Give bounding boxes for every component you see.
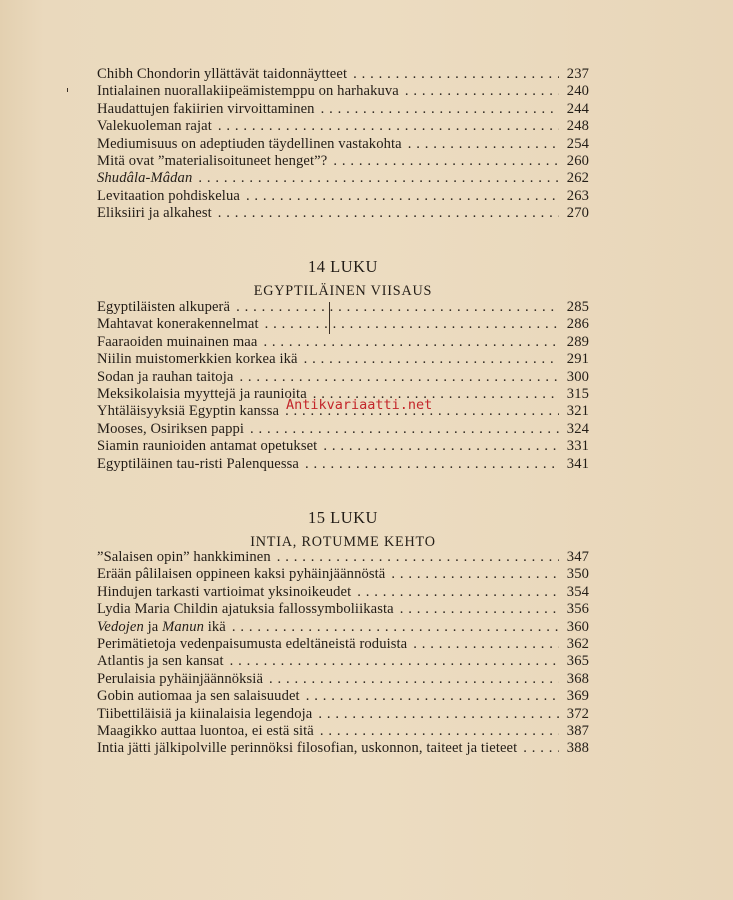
leader-dots <box>265 316 559 333</box>
leader-dots <box>405 83 559 100</box>
entry-title: Shudâla-Mâdan <box>97 170 193 187</box>
leader-dots <box>198 170 559 187</box>
entry-page: 368 <box>566 670 589 687</box>
entry-page: 360 <box>566 618 589 635</box>
entry-page: 240 <box>566 83 589 100</box>
entry-title: Maagikko auttaa luontoa, ei estä sitä <box>97 722 314 739</box>
toc-entry <box>97 136 589 153</box>
leader-dots <box>413 636 559 653</box>
entry-title: Yhtäläisyyksiä Egyptin kanssa <box>97 403 280 420</box>
entry-page: 331 <box>566 438 589 455</box>
entry-page: 315 <box>566 385 589 402</box>
toc-entry <box>97 456 589 473</box>
entry-title: Egyptiläinen tau-risti Palenquessa <box>97 455 299 472</box>
leader-dots <box>263 334 559 351</box>
entry-title: Erään pâlilaisen oppineen kaksi pyhäinjäännöstä <box>97 566 386 583</box>
toc-entry <box>97 334 589 351</box>
print-mark <box>67 88 68 92</box>
toc-entry <box>97 671 589 688</box>
entry-title: Eliksiiri ja alkahest <box>97 205 212 222</box>
leader-dots <box>333 153 559 170</box>
entry-title: Chibh Chondorin yllättävät taidonnäytteet <box>97 66 348 82</box>
title-part: ikä <box>204 618 226 635</box>
toc-section-14 <box>97 299 589 473</box>
leader-dots <box>304 351 559 368</box>
toc-entry <box>97 619 589 636</box>
toc-entry <box>97 421 589 438</box>
entry-page: 365 <box>566 653 589 670</box>
entry-title: Haudattujen fakiirien virvoittaminen <box>97 100 315 117</box>
chapter-title: INTIA, ROTUMME KEHTO <box>250 534 436 550</box>
entry-title: Atlantis ja sen kansat <box>97 653 224 670</box>
toc-entry <box>97 369 589 386</box>
toc-entry <box>97 740 589 757</box>
leader-dots <box>408 136 559 153</box>
toc-entry <box>97 170 589 187</box>
toc-entry <box>97 706 589 723</box>
leader-dots <box>232 619 559 636</box>
entry-page: 244 <box>566 100 589 117</box>
entry-page: 324 <box>566 420 589 437</box>
print-mark <box>329 302 330 334</box>
toc-entry <box>97 601 589 618</box>
chapter-number: 15 LUKU <box>308 508 378 527</box>
leader-dots <box>306 688 559 705</box>
title-part-italic: Manun <box>162 618 204 635</box>
entry-title: Hindujen tarkasti vartioimat yksinoikeudet <box>97 583 352 600</box>
chapter-number: 14 LUKU <box>308 257 378 276</box>
leader-dots <box>320 723 559 740</box>
entry-page: 300 <box>566 368 589 385</box>
entry-page: 291 <box>566 351 589 368</box>
entry-title: Mooses, Osiriksen pappi <box>97 420 245 437</box>
toc-section-15 <box>97 549 589 758</box>
entry-title <box>97 619 226 636</box>
chapter-15-heading <box>97 508 589 551</box>
entry-title: Intialainen nuorallakiipeämistemppu on harhakuva <box>97 83 399 100</box>
leader-dots <box>250 421 559 438</box>
entry-page: 350 <box>566 566 589 583</box>
entry-page: 263 <box>566 187 589 204</box>
entry-title: Sodan ja rauhan taitoja <box>97 368 234 385</box>
entry-page: 260 <box>566 152 589 169</box>
entry-page: 254 <box>566 135 589 152</box>
entry-title: Egyptiläisten alkuperä <box>97 299 231 315</box>
leader-dots <box>269 671 559 688</box>
leader-dots <box>218 205 559 222</box>
toc-entry <box>97 153 589 170</box>
entry-title: Gobin autiomaa ja sen salaisuudet <box>97 688 300 705</box>
chapter-14-heading <box>97 257 589 300</box>
title-part: ja <box>143 618 163 635</box>
entry-page: 321 <box>566 403 589 420</box>
entry-title: Mediumisuus on adeptiuden täydellinen vastakohta <box>97 135 402 152</box>
toc-entry <box>97 101 589 118</box>
entry-title: Niilin muistomerkkien korkea ikä <box>97 351 298 368</box>
entry-title: Mitä ovat ”materialisoituneet henget”? <box>97 152 328 169</box>
chapter-title: EGYPTILÄINEN VIISAUS <box>253 283 433 299</box>
entry-page: 354 <box>566 583 589 600</box>
entry-title: Meksikolaisia myyttejä ja raunioita <box>97 385 307 402</box>
entry-title: Perimätietoja vedenpaisumusta edeltäneistä roduista <box>97 635 408 652</box>
entry-page: 387 <box>566 722 589 739</box>
leader-dots <box>523 740 559 757</box>
toc-entry <box>97 584 589 601</box>
entry-title: Siamin raunioiden antamat opetukset <box>97 438 318 455</box>
entry-title: Mahtavat konerakennelmat <box>97 316 259 333</box>
watermark: Antikvariaatti.net <box>286 397 433 413</box>
entry-page: 237 <box>566 66 589 82</box>
entry-page: 262 <box>566 170 589 187</box>
toc-entry <box>97 636 589 653</box>
leader-dots <box>391 566 559 583</box>
entry-page: 356 <box>566 601 589 618</box>
entry-page: 248 <box>566 118 589 135</box>
toc-entry <box>97 653 589 670</box>
entry-page: 369 <box>566 688 589 705</box>
toc-section-13 <box>97 66 589 223</box>
toc-entry <box>97 66 589 83</box>
entry-title: Tiibettiläisiä ja kiinalaisia legendoja <box>97 705 313 722</box>
entry-title: Intia jätti jälkipolville perinnöksi filosofian, uskonnon, taiteet ja tieteet <box>97 740 518 757</box>
leader-dots <box>357 584 559 601</box>
toc-entry <box>97 316 589 333</box>
leader-dots <box>218 118 559 135</box>
entry-title: Valekuoleman rajat <box>97 118 212 135</box>
entry-title: Levitaation pohdiskelua <box>97 187 240 204</box>
toc-entry <box>97 688 589 705</box>
leader-dots <box>236 299 559 316</box>
entry-page: 341 <box>566 455 589 472</box>
title-part-italic: Vedojen <box>97 618 144 635</box>
leader-dots <box>321 101 559 118</box>
entry-page: 289 <box>566 333 589 350</box>
toc-entry <box>97 188 589 205</box>
entry-page: 286 <box>566 316 589 333</box>
entry-title: Lydia Maria Childin ajatuksia fallossymboliikasta <box>97 601 394 618</box>
leader-dots <box>239 369 559 386</box>
toc-entry <box>97 723 589 740</box>
entry-page: 285 <box>566 299 589 315</box>
leader-dots <box>230 653 559 670</box>
leader-dots <box>400 601 559 618</box>
entry-page: 388 <box>566 740 589 757</box>
entry-title: Perulaisia pyhäinjäännöksiä <box>97 670 264 687</box>
leader-dots <box>246 188 559 205</box>
toc-entry <box>97 549 589 566</box>
entry-title: Faaraoiden muinainen maa <box>97 333 258 350</box>
toc-entry <box>97 205 589 222</box>
entry-page: 270 <box>566 205 589 222</box>
toc-entry <box>97 83 589 100</box>
toc-entry <box>97 351 589 368</box>
leader-dots <box>305 456 559 473</box>
entry-title: ”Salaisen opin” hankkiminen <box>97 549 271 565</box>
entry-page: 372 <box>566 705 589 722</box>
leader-dots <box>318 706 559 723</box>
leader-dots <box>323 438 559 455</box>
entry-page: 347 <box>566 549 589 565</box>
toc-entry <box>97 118 589 135</box>
leader-dots <box>277 549 559 566</box>
leader-dots <box>353 66 559 83</box>
toc-entry <box>97 438 589 455</box>
entry-page: 362 <box>566 635 589 652</box>
toc-entry <box>97 566 589 583</box>
toc-entry <box>97 299 589 316</box>
